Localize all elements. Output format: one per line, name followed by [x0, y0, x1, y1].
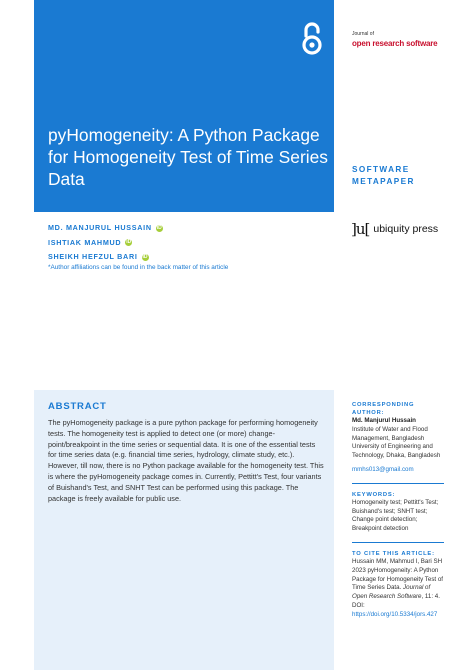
- article-type-line2: METAPAPER: [352, 177, 415, 186]
- article-type: [352, 164, 415, 188]
- cite-text: [352, 558, 444, 620]
- cite-journal: Journal of Open Research Software: [352, 584, 431, 601]
- orcid-icon[interactable]: iD: [142, 253, 148, 260]
- author-name[interactable]: ISHTIAK MAHMUD: [48, 237, 122, 247]
- author-item: [48, 221, 163, 236]
- cite-main: Hussain MM, Mahmud I, Bari SH 2023 pyHomogeneity: A Python Package for Homogeneity Test of Time Series Data.: [352, 557, 444, 592]
- corresponding-address: Institute of Water and Flood Management, Bangladesh University of Engineering and Technology, Dhaka, Bangladesh: [352, 425, 441, 460]
- journal-logo: [352, 30, 437, 48]
- keywords-text: Homogeneity test; Pettitt's Test; Buishand's test; SNHT test; Change point detection; Breakpoint detection: [352, 498, 439, 533]
- sidebar-divider: [352, 483, 444, 484]
- author-list: [48, 221, 163, 265]
- author-name[interactable]: MD. MANJURUL HUSSAIN: [48, 223, 152, 232]
- journal-logo-name: open research software: [352, 39, 438, 48]
- article-sidebar: [352, 401, 444, 620]
- publisher-name: ubiquity press: [373, 223, 439, 235]
- sidebar-divider: [352, 542, 444, 543]
- cite-heading: TO CITE THIS ARTICLE:: [352, 550, 435, 557]
- corresponding-name: Md. Manjurul Hussain: [352, 417, 416, 424]
- cite-after: , 11: 4. DOI:: [352, 593, 440, 609]
- corresponding-email-link[interactable]: mmhs013@gmail.com: [352, 465, 414, 473]
- open-access-icon: [301, 20, 323, 56]
- affiliation-note: *Author affiliations can be found in the back matter of this article: [48, 264, 229, 271]
- journal-logo-small: Journal of: [352, 31, 374, 37]
- keywords-heading: KEYWORDS:: [352, 491, 396, 498]
- publisher-mark: ]u[: [351, 220, 370, 238]
- orcid-icon[interactable]: iD: [126, 239, 132, 246]
- author-name[interactable]: SHEIKH HEFZUL BARI: [48, 252, 138, 261]
- orcid-icon[interactable]: iD: [156, 224, 162, 231]
- corresponding-heading: CORRESPONDING AUTHOR:: [352, 402, 415, 416]
- author-item: [48, 236, 163, 251]
- publisher-logo: [351, 220, 438, 238]
- cite-doi-link[interactable]: https://doi.org/10.5334/jors.427: [352, 610, 438, 618]
- abstract-text: The pyHomogeneity package is a pure python package for performing homogeneity tests. The homogeneity test is applied to detect one (or more) change-point/breakpoint in the time series or sequential data. It is one of the essential tests for time series data (e.g. financial time series, hydrology, climate study, etc.). However, till now, there is no Python package available for the homogeneity test. This is where the pyHomogeneity package comes in. Currently, Pettitt's Test, four variants of Buishand's Test, and SNHT Test can be performed using this package. The package is freely available for public use.: [48, 418, 324, 503]
- abstract-heading: ABSTRACT: [48, 401, 107, 412]
- article-title: pyHomogeneity: A Python Package for Homogeneity Test of Time Series Data: [48, 125, 328, 189]
- author-item: [48, 250, 163, 265]
- article-type-line1: SOFTWARE: [352, 165, 410, 174]
